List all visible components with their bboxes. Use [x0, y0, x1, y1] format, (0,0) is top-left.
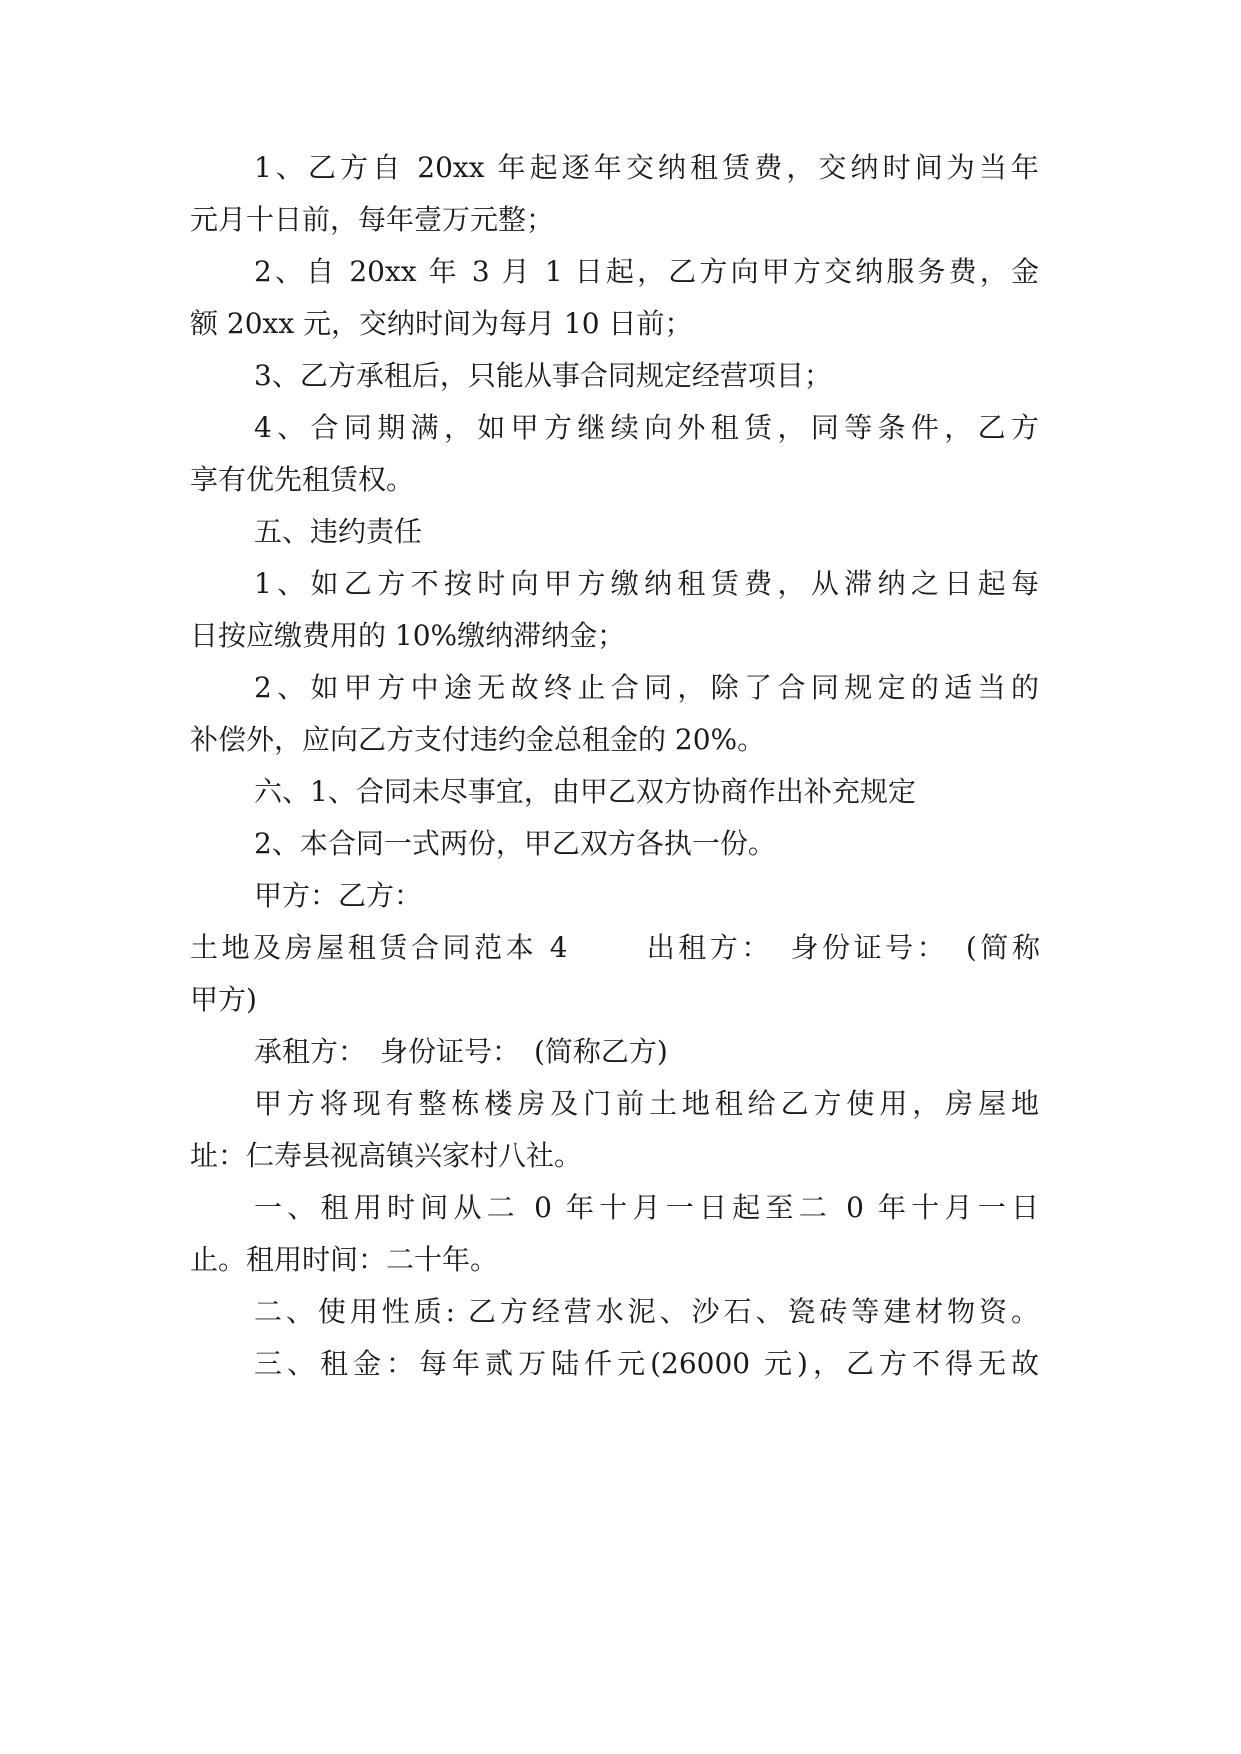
text-line: 2、如甲方中途无故终止合同，除了合同规定的适当的: [254, 671, 1039, 704]
text-line: 日按应缴费用的 10%缴纳滞纳金；: [190, 619, 626, 652]
text-line: 2、自 20xx 年 3 月 1 日起，乙方向甲方交纳服务费，金: [254, 255, 1039, 288]
contract-title-line: 土地及房屋租赁合同范本 4 出租方： 身份证号： (简称: [190, 931, 1040, 964]
text-line: 承租方： 身份证号： (简称乙方): [254, 1035, 668, 1068]
text-line: 三、租金：每年贰万陆仟元(26000 元)，乙方不得无故: [254, 1347, 1039, 1380]
text-line: 3、乙方承租后，只能从事合同规定经营项目；: [254, 359, 832, 392]
text-line: 甲方): [190, 983, 257, 1016]
text-line: 一、租用时间从二 0 年十月一日起至二 0 年十月一日: [254, 1191, 1039, 1224]
section-heading: 五、违约责任: [254, 515, 423, 548]
text-line: 二、使用性质: 乙方经营水泥、沙石、瓷砖等建材物资。: [254, 1295, 1039, 1328]
text-line: 1、乙方自 20xx 年起逐年交纳租赁费，交纳时间为当年: [254, 151, 1039, 184]
text-line: 4、合同期满，如甲方继续向外租赁，同等条件，乙方: [254, 411, 1039, 444]
text-line: 1、如乙方不按时向甲方缴纳租赁费，从滞纳之日起每: [254, 567, 1039, 600]
text-line: 额 20xx 元，交纳时间为每月 10 日前；: [190, 307, 693, 340]
text-line: 元月十日前，每年壹万元整；: [190, 203, 555, 236]
text-line: 址：仁寿县视高镇兴家村八社。: [190, 1139, 583, 1172]
text-line: 甲方将现有整栋楼房及门前土地租给乙方使用，房屋地: [254, 1087, 1039, 1120]
text-line: 止。租用时间：二十年。: [190, 1243, 499, 1276]
text-line: 六、1、合同未尽事宜，由甲乙双方协商作出补充规定: [254, 775, 916, 808]
signature-line: 甲方：乙方：: [254, 879, 423, 912]
text-line: 补偿外，应向乙方支付违约金总租金的 20%。: [190, 723, 766, 756]
text-line: 2、本合同一式两份，甲乙双方各执一份。: [254, 827, 776, 860]
text-line: 享有优先租赁权。: [190, 463, 415, 496]
